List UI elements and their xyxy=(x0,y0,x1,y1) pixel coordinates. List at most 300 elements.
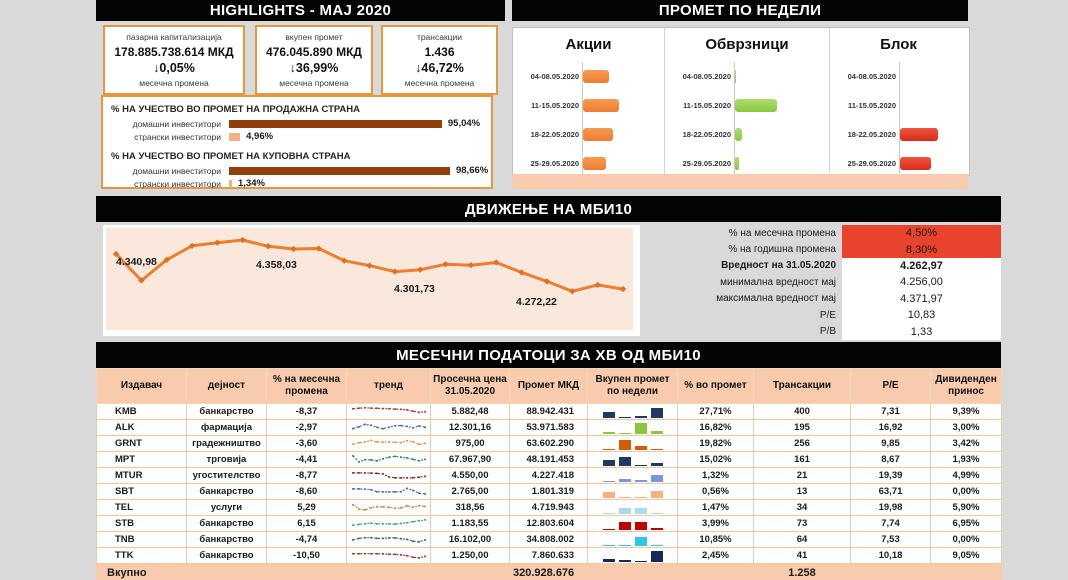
weekly-bar-area xyxy=(734,120,829,149)
mbi-stat-value: 10,83 xyxy=(842,307,1001,323)
card-change: ↓36,99% xyxy=(289,61,339,76)
cell-change: 6,15 xyxy=(267,516,347,532)
weekly-mini-chart-cell xyxy=(588,500,678,516)
weekly-chart-column xyxy=(664,28,829,175)
table-row xyxy=(97,404,1002,420)
table-row xyxy=(97,436,1002,452)
weekly-bar-area xyxy=(582,91,664,120)
participation-row xyxy=(111,177,483,190)
mini-bar xyxy=(619,508,631,515)
participation-bar xyxy=(229,167,450,175)
cell-change: 5,29 xyxy=(267,500,347,516)
mbi-stat-value: 4,50% xyxy=(842,225,1001,241)
column-header: Просечна цена 31.05.2020 xyxy=(431,369,510,404)
weekly-mini-chart-cell xyxy=(588,436,678,452)
trend-sparkline xyxy=(350,421,428,435)
cell-issuer: TTK xyxy=(97,548,187,564)
mini-bar xyxy=(651,463,663,466)
mbi-line-chart xyxy=(106,228,633,330)
participation-group-title: % НА УЧЕСТВО ВО ПРОМЕТ НА КУПОВНА СТРАНА xyxy=(111,151,351,162)
mini-bar xyxy=(619,497,631,498)
weekly-bar-row xyxy=(665,120,829,149)
cell-dividend: 9,39% xyxy=(931,404,1002,420)
monthly-table-title: МЕСЕЧНИ ПОДАТОЦИ ЗА ХВ ОД МБИ10 xyxy=(96,342,1001,368)
mbi-stat-label: % на месечна промена xyxy=(728,227,836,239)
cell-transactions: 256 xyxy=(754,436,851,452)
cell-turnover: 63.602.290 xyxy=(510,436,588,452)
mini-bar xyxy=(635,497,647,498)
cell-sector: банкарство xyxy=(187,532,267,548)
mini-bar xyxy=(603,492,615,499)
cell-issuer: MTUR xyxy=(97,468,187,484)
mini-bar xyxy=(651,545,663,546)
cell-dividend: 3,00% xyxy=(931,420,1002,436)
mini-bar xyxy=(603,545,615,546)
weekly-bar-row xyxy=(513,91,664,120)
weekly-bar xyxy=(735,128,742,141)
weekly-bar-row xyxy=(830,120,967,149)
column-header: Дивиденден принос xyxy=(931,369,1002,404)
weekly-chart-title: Обврзници xyxy=(705,36,789,53)
cell-transactions: 400 xyxy=(754,404,851,420)
mini-bar xyxy=(603,559,615,562)
cell-issuer: ALK xyxy=(97,420,187,436)
trend-cell xyxy=(347,484,431,500)
card-label: трансакции xyxy=(416,31,463,42)
weekly-mini-chart-cell xyxy=(588,484,678,500)
cell-price: 1.183,55 xyxy=(431,516,510,532)
column-header: Р/Е xyxy=(851,369,931,404)
cell-dividend: 4,99% xyxy=(931,468,1002,484)
column-header: % на месечна промена xyxy=(267,369,347,404)
mini-bar xyxy=(635,416,647,418)
weekly-chart-title: Блок xyxy=(880,36,917,53)
mini-bar xyxy=(603,412,615,418)
weekly-mini-chart-cell xyxy=(588,452,678,468)
weekly-mini-chart-cell xyxy=(588,548,678,564)
weekly-chart-column xyxy=(513,28,664,175)
weekly-date-label: 25-29.05.2020 xyxy=(682,159,731,168)
weekly-bar xyxy=(583,157,606,170)
mini-bar xyxy=(619,560,631,562)
cell-turnover: 53.971.583 xyxy=(510,420,588,436)
cell-price: 2.765,00 xyxy=(431,484,510,500)
column-header: Издавач xyxy=(97,369,187,404)
cell-price: 12.301,16 xyxy=(431,420,510,436)
weekly-bar xyxy=(735,157,739,170)
weekly-date-label: 18-22.05.2020 xyxy=(530,130,579,139)
mbi-line-svg xyxy=(106,228,633,330)
cell-pe: 8,67 xyxy=(851,452,931,468)
card-value: 1.436 xyxy=(424,44,455,59)
weekly-bar-area xyxy=(734,91,829,120)
cell-share: 1,32% xyxy=(678,468,754,484)
monthly-securities-table xyxy=(96,368,1002,580)
highlights-section-title: HIGHLIGHTS - МАЈ 2020 xyxy=(96,0,505,21)
participation-value: 1,34% xyxy=(238,178,265,189)
weekly-bar xyxy=(900,157,931,170)
mini-bar xyxy=(635,561,647,562)
cell-sector: трговија xyxy=(187,452,267,468)
total-label: Вкупно xyxy=(97,564,510,580)
participation-panel xyxy=(101,95,493,189)
mbi-stat-label: минимална вредност мај xyxy=(720,276,836,288)
weekly-bar-area xyxy=(582,120,664,149)
participation-bar xyxy=(229,133,240,141)
total-transactions: 1.258 xyxy=(754,564,851,580)
cell-transactions: 64 xyxy=(754,532,851,548)
participation-value: 95,04% xyxy=(447,118,481,129)
cell-share: 19,82% xyxy=(678,436,754,452)
cell-change: -8,77 xyxy=(267,468,347,484)
mini-bar xyxy=(635,465,647,466)
cell-issuer: STB xyxy=(97,516,187,532)
cell-issuer: TNB xyxy=(97,532,187,548)
cell-pe: 10,18 xyxy=(851,548,931,564)
mbi-stat-row xyxy=(650,291,1001,307)
weekly-mini-bars xyxy=(591,453,674,466)
mini-bar xyxy=(651,431,663,434)
participation-label: домашни инвеститори xyxy=(132,118,221,129)
trend-cell xyxy=(347,404,431,420)
weekly-bar-area xyxy=(734,62,829,91)
mbi-chart-panel xyxy=(103,225,640,336)
cell-pe: 63,71 xyxy=(851,484,931,500)
table-row xyxy=(97,548,1002,564)
mbi-stat-label: P/B xyxy=(819,326,836,338)
mbi-stat-row xyxy=(650,225,1001,241)
cell-pe: 19,39 xyxy=(851,468,931,484)
column-header: Промет МКД xyxy=(510,369,588,404)
highlight-card xyxy=(255,25,373,95)
mini-bar xyxy=(651,551,663,562)
column-header: Вкупен промет по недели xyxy=(588,369,678,404)
cell-share: 15,02% xyxy=(678,452,754,468)
cell-issuer: KMB xyxy=(97,404,187,420)
mini-bar xyxy=(619,522,631,530)
participation-group-title: % НА УЧЕСТВО ВО ПРОМЕТ НА ПРОДАЖНА СТРАНА xyxy=(111,104,360,115)
highlight-card xyxy=(103,25,245,95)
card-label: вкупен промет xyxy=(285,31,343,42)
mini-bar xyxy=(635,423,647,434)
total-turnover: 320.928.676 xyxy=(510,564,588,580)
cell-share: 2,45% xyxy=(678,548,754,564)
trend-cell xyxy=(347,500,431,516)
trend-sparkline xyxy=(350,405,428,419)
cell-price: 5.882,48 xyxy=(431,404,510,420)
cell-change: -2,97 xyxy=(267,420,347,436)
weekly-chart-column xyxy=(829,28,967,175)
cell-dividend: 0,00% xyxy=(931,484,1002,500)
card-sublabel: месечна промена xyxy=(404,78,475,89)
mini-bar xyxy=(603,460,615,467)
mini-bar xyxy=(635,537,647,546)
mbi-section-title: ДВИЖЕЊЕ НА МБИ10 xyxy=(96,196,1001,222)
mini-bar xyxy=(651,408,663,418)
mbi-stat-value: 4.256,00 xyxy=(842,274,1001,290)
cell-turnover: 1.801.319 xyxy=(510,484,588,500)
weekly-date-label: 04-08.05.2020 xyxy=(530,72,579,81)
cell-change: -4,41 xyxy=(267,452,347,468)
weekly-bar-row xyxy=(665,62,829,91)
weekly-date-label: 25-29.05.2020 xyxy=(847,159,896,168)
cell-price: 16.102,00 xyxy=(431,532,510,548)
trend-cell xyxy=(347,468,431,484)
cell-price: 318,56 xyxy=(431,500,510,516)
column-header: тренд xyxy=(347,369,431,404)
weekly-mini-bars xyxy=(591,421,674,434)
weekly-mini-bars xyxy=(591,533,674,546)
weekly-bar xyxy=(583,70,609,83)
cell-turnover: 7.860.633 xyxy=(510,548,588,564)
mbi-value-annotation: 4.301,73 xyxy=(394,283,435,295)
mini-bar xyxy=(651,475,663,482)
cell-transactions: 21 xyxy=(754,468,851,484)
weekly-mini-chart-cell xyxy=(588,404,678,420)
table-row xyxy=(97,420,1002,436)
table-row xyxy=(97,532,1002,548)
mini-bar xyxy=(651,528,663,530)
weekly-date-label: 11-15.05.2020 xyxy=(683,101,731,110)
weekly-date-label: 18-22.05.2020 xyxy=(847,130,896,139)
card-label: пазарна капитализација xyxy=(126,31,222,42)
weekly-mini-chart-cell xyxy=(588,532,678,548)
weekly-bar-row xyxy=(830,62,967,91)
cell-transactions: 161 xyxy=(754,452,851,468)
trend-sparkline xyxy=(350,437,428,451)
participation-bar xyxy=(229,120,442,128)
trend-sparkline xyxy=(350,485,428,499)
trend-sparkline xyxy=(350,501,428,515)
mbi-stat-row xyxy=(650,258,1001,274)
mbi-stat-value: 1,33 xyxy=(842,323,1001,339)
weekly-mini-chart-cell xyxy=(588,468,678,484)
trend-cell xyxy=(347,548,431,564)
mbi-stat-label: Вредност на 31.05.2020 xyxy=(721,260,836,272)
mbi-stat-label: % на годишна промена xyxy=(728,244,836,256)
cell-sector: банкарство xyxy=(187,516,267,532)
weekly-section-title: ПРОМЕТ ПО НЕДЕЛИ xyxy=(512,0,968,21)
cell-transactions: 73 xyxy=(754,516,851,532)
weekly-date-label: 25-29.05.2020 xyxy=(530,159,579,168)
cell-turnover: 88.942.431 xyxy=(510,404,588,420)
down-arrow-icon: ↓ xyxy=(415,61,422,76)
trend-cell xyxy=(347,420,431,436)
weekly-bar-area xyxy=(899,62,967,91)
weekly-mini-chart-cell xyxy=(588,420,678,436)
cell-turnover: 12.803.604 xyxy=(510,516,588,532)
mbi-stat-value: 4.371,97 xyxy=(842,291,1001,307)
cell-change: -8,37 xyxy=(267,404,347,420)
cell-change: -8,60 xyxy=(267,484,347,500)
weekly-bar-row xyxy=(513,120,664,149)
mbi-stat-row xyxy=(650,323,1001,339)
cell-pe: 19,98 xyxy=(851,500,931,516)
participation-row xyxy=(111,117,483,130)
mbi-stat-value: 4.262,97 xyxy=(842,258,1001,274)
weekly-bar-row xyxy=(513,62,664,91)
participation-bar xyxy=(229,180,232,188)
cell-share: 27,71% xyxy=(678,404,754,420)
table-header-row xyxy=(97,369,1002,404)
mbi-stat-label: максимална вредност мај xyxy=(716,293,836,305)
mini-bar xyxy=(635,508,647,515)
weekly-panel-footer-strip xyxy=(512,174,968,189)
cell-turnover: 4.719.943 xyxy=(510,500,588,516)
cell-pe: 7,31 xyxy=(851,404,931,420)
card-change: ↓46,72% xyxy=(415,61,464,76)
down-arrow-icon: ↓ xyxy=(153,61,160,76)
weekly-bar xyxy=(735,70,736,83)
cell-pe: 7,74 xyxy=(851,516,931,532)
weekly-bar-row xyxy=(830,91,967,120)
table-row xyxy=(97,452,1002,468)
cell-share: 3,99% xyxy=(678,516,754,532)
trend-cell xyxy=(347,436,431,452)
cell-price: 1.250,00 xyxy=(431,548,510,564)
card-sublabel: месечна промена xyxy=(139,78,209,89)
weekly-mini-bars xyxy=(591,469,674,482)
column-header: % во промет xyxy=(678,369,754,404)
weekly-bar-area xyxy=(899,120,967,149)
table-row xyxy=(97,484,1002,500)
mini-bar xyxy=(603,449,615,450)
weekly-bar xyxy=(735,99,777,112)
cell-issuer: SBT xyxy=(97,484,187,500)
table-row xyxy=(97,516,1002,532)
cell-dividend: 0,00% xyxy=(931,532,1002,548)
trend-sparkline xyxy=(350,517,428,531)
cell-price: 67.967,90 xyxy=(431,452,510,468)
column-header: дејност xyxy=(187,369,267,404)
mbi-stat-value: 8,30% xyxy=(842,241,1001,257)
weekly-mini-chart-cell xyxy=(588,516,678,532)
cell-transactions: 34 xyxy=(754,500,851,516)
weekly-mini-bars xyxy=(591,549,674,562)
weekly-mini-bars xyxy=(591,437,674,450)
mini-bar xyxy=(619,545,631,546)
weekly-date-label: 11-15.05.2020 xyxy=(531,101,579,110)
mini-bar xyxy=(619,417,631,418)
cell-share: 0,56% xyxy=(678,484,754,500)
cell-sector: градежништво xyxy=(187,436,267,452)
cell-sector: банкарство xyxy=(187,404,267,420)
trend-sparkline xyxy=(350,549,428,563)
cell-sector: фармација xyxy=(187,420,267,436)
mini-bar xyxy=(635,446,647,450)
card-change: ↓0,05% xyxy=(153,61,195,76)
mini-bar xyxy=(619,433,631,434)
mbi-value-annotation: 4.272,22 xyxy=(516,296,557,308)
column-header: Трансакции xyxy=(754,369,851,404)
cell-change: -4,74 xyxy=(267,532,347,548)
cell-share: 10,85% xyxy=(678,532,754,548)
weekly-bar xyxy=(583,128,613,141)
weekly-mini-bars xyxy=(591,517,674,530)
mbi-stat-label: P/E xyxy=(819,309,836,321)
cell-dividend: 3,42% xyxy=(931,436,1002,452)
cell-change: -3,60 xyxy=(267,436,347,452)
table-total-row xyxy=(97,564,1002,580)
cell-transactions: 13 xyxy=(754,484,851,500)
trend-cell xyxy=(347,532,431,548)
participation-value: 4,96% xyxy=(246,131,274,142)
weekly-bar xyxy=(900,128,938,141)
weekly-date-label: 04-08.05.2020 xyxy=(682,72,731,81)
mbi-value-annotation: 4.358,03 xyxy=(256,259,297,271)
trend-cell xyxy=(347,516,431,532)
cell-pe: 16,92 xyxy=(851,420,931,436)
mbi-stat-row xyxy=(650,274,1001,290)
mini-bar xyxy=(619,457,631,466)
card-value: 178.885.738.614 МКД xyxy=(114,44,234,59)
participation-label: странски инвеститори xyxy=(134,178,221,189)
weekly-date-label: 18-22.05.2020 xyxy=(682,130,731,139)
weekly-bar xyxy=(583,99,619,112)
weekly-mini-bars xyxy=(591,485,674,498)
cell-sector: банкарство xyxy=(187,484,267,500)
cell-issuer: MPT xyxy=(97,452,187,468)
cell-sector: услуги xyxy=(187,500,267,516)
cell-dividend: 6,95% xyxy=(931,516,1002,532)
mini-bar xyxy=(651,449,663,450)
weekly-date-label: 11-15.05.2020 xyxy=(848,101,896,110)
cell-turnover: 4.227.418 xyxy=(510,468,588,484)
mbi-value-annotation: 4.340,98 xyxy=(116,256,157,268)
mbi-stat-row xyxy=(650,241,1001,257)
participation-row xyxy=(111,164,489,177)
weekly-bar-row xyxy=(665,91,829,120)
mini-bar xyxy=(635,522,647,530)
mini-bar xyxy=(603,529,615,530)
participation-label: домашни инвеститори xyxy=(132,165,221,176)
weekly-bar-area xyxy=(899,91,967,120)
cell-transactions: 195 xyxy=(754,420,851,436)
table-row xyxy=(97,500,1002,516)
cell-change: -10,50 xyxy=(267,548,347,564)
cell-turnover: 48.191.453 xyxy=(510,452,588,468)
cell-pe: 7,53 xyxy=(851,532,931,548)
mini-bar xyxy=(603,481,615,482)
mini-bar xyxy=(651,513,663,514)
weekly-date-label: 04-08.05.2020 xyxy=(847,72,896,81)
weekly-mini-bars xyxy=(591,501,674,514)
card-value: 476.045.890 МКД xyxy=(266,44,362,59)
weekly-bar-area xyxy=(582,62,664,91)
mini-bar xyxy=(603,432,615,434)
cell-dividend: 9,05% xyxy=(931,548,1002,564)
cell-pe: 9,85 xyxy=(851,436,931,452)
cell-price: 4.550,00 xyxy=(431,468,510,484)
cell-sector: банкарство xyxy=(187,548,267,564)
cell-transactions: 41 xyxy=(754,548,851,564)
trend-sparkline xyxy=(350,453,428,467)
cell-sector: угостителство xyxy=(187,468,267,484)
weekly-charts-panel xyxy=(512,27,970,176)
trend-sparkline xyxy=(350,533,428,547)
cell-issuer: GRNT xyxy=(97,436,187,452)
highlight-card xyxy=(381,25,498,95)
card-sublabel: месечна промена xyxy=(279,78,349,89)
cell-share: 1,47% xyxy=(678,500,754,516)
cell-dividend: 5,90% xyxy=(931,500,1002,516)
trend-sparkline xyxy=(350,469,428,483)
trend-cell xyxy=(347,452,431,468)
participation-row xyxy=(111,130,483,143)
mbi-stat-row xyxy=(650,307,1001,323)
participation-label: странски инвеститори xyxy=(134,131,221,142)
mini-bar xyxy=(619,479,631,482)
